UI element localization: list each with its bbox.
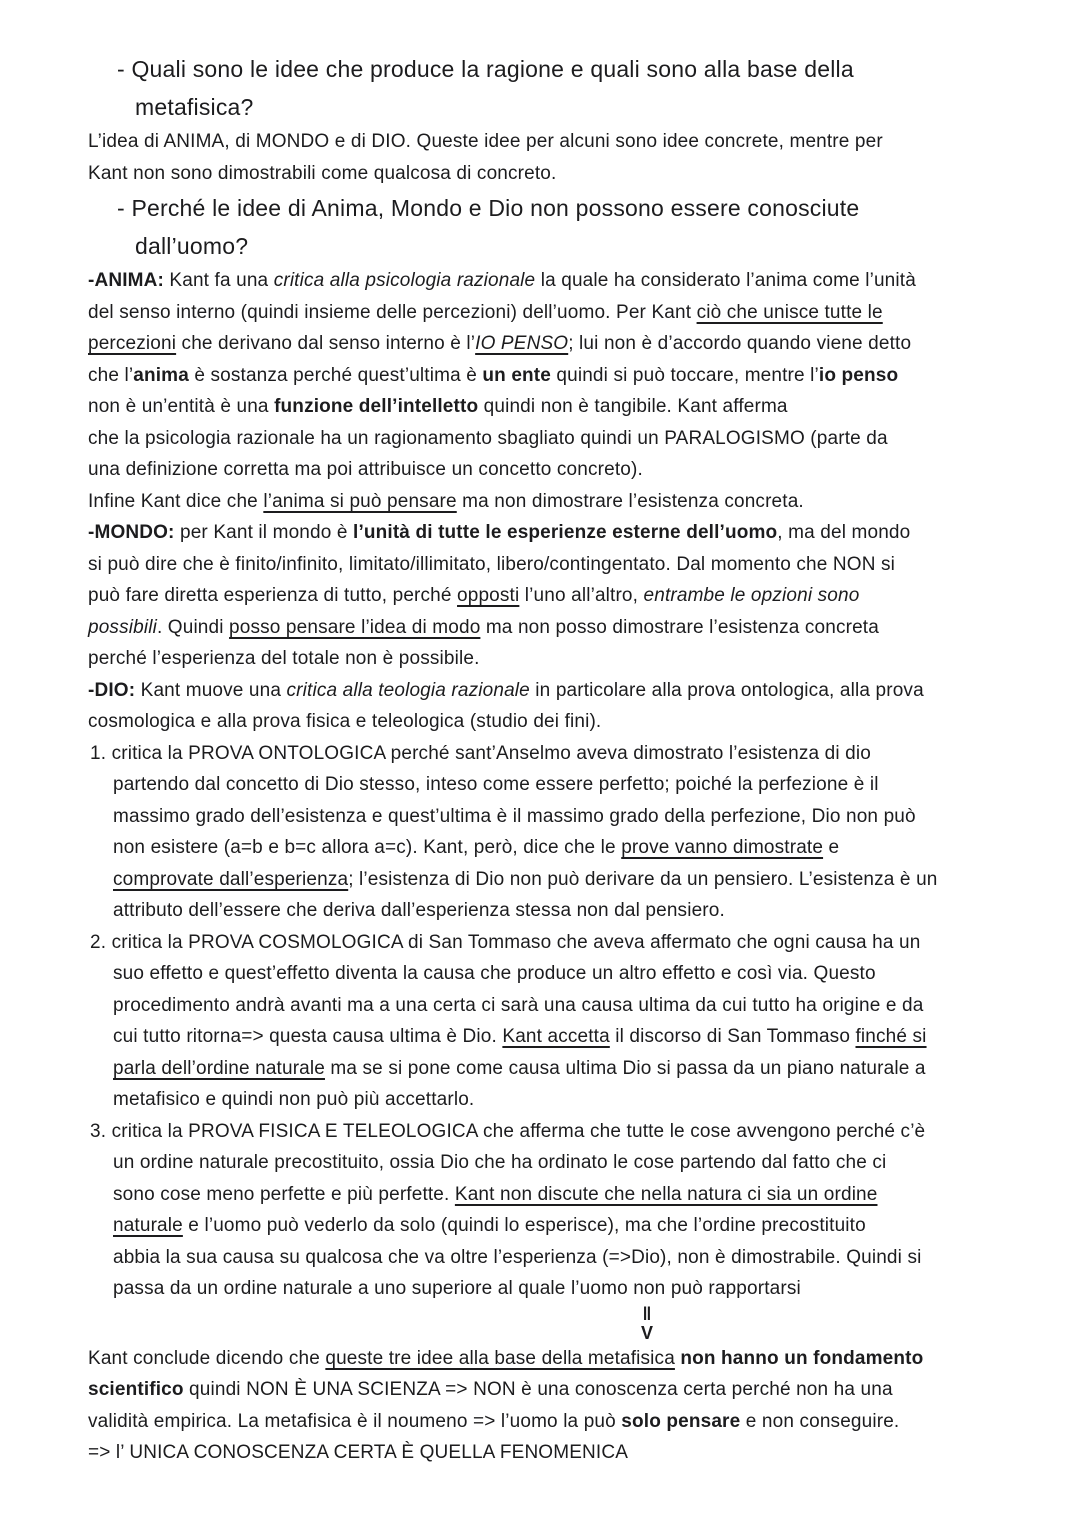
text-segment: non esistere (a=b e b=c allora a=c). Kant, però, dice che le bbox=[113, 837, 622, 858]
text-segment: Kant muove una bbox=[135, 679, 287, 701]
text-segment: 2. critica la PROVA COSMOLOGICA di San Tommaso che aveva affermato che ogni causa ha un bbox=[90, 931, 921, 953]
text-line bbox=[88, 360, 1042, 392]
text-segment: critica alla teologia razionale bbox=[286, 679, 530, 701]
text-line bbox=[88, 189, 1042, 227]
text-segment: massimo grado dell’esistenza e quest’ultima è il massimo grado della perfezione, Dio non può bbox=[113, 805, 916, 827]
text-line bbox=[88, 1116, 1042, 1148]
text-line bbox=[88, 1406, 1042, 1438]
text-segment: del senso interno (quindi insieme delle percezioni) dell’uomo. Per Kant bbox=[88, 301, 697, 323]
text-segment: metafisica? bbox=[135, 94, 254, 120]
text-segment: opposti bbox=[457, 585, 520, 606]
text-segment: l’uno all’altro, bbox=[519, 585, 644, 606]
text-line bbox=[88, 486, 1042, 518]
text-line bbox=[88, 1021, 1042, 1053]
question-heading-why-unknowable bbox=[88, 189, 1042, 265]
text-segment: passa da un ordine naturale a uno superiore al quale l’uomo non può rapportarsi bbox=[113, 1278, 801, 1299]
text-segment: un ente bbox=[482, 364, 551, 386]
text-line bbox=[88, 990, 1042, 1022]
text-segment: ; l’esistenza di Dio non può derivare da un pensiero. L’esistenza è un bbox=[348, 868, 938, 890]
text-segment: anima bbox=[133, 364, 189, 386]
text-segment: posso pensare l’idea di modo bbox=[229, 616, 481, 638]
text-segment: 3. critica la PROVA FISICA E TELEOLOGICA che afferma che tutte le cose avvengono perché c’è bbox=[90, 1120, 926, 1142]
text-segment: e bbox=[823, 837, 840, 858]
question-heading-ideas bbox=[88, 50, 1042, 126]
text-segment: Kant non sono dimostrabili come qualcosa di concreto. bbox=[88, 162, 557, 184]
text-line bbox=[88, 265, 1042, 297]
text-segment: in particolare alla prova ontologica, alla prova bbox=[529, 679, 924, 701]
text-segment: procedimento andrà avanti ma a una certa ci sarà una causa ultima da cui tutto ha origine e da bbox=[113, 994, 924, 1016]
text-segment: Kant conclude dicendo che bbox=[88, 1347, 326, 1369]
text-segment: L’idea di ANIMA, di MONDO e di DIO. Queste idee per alcuni sono idee concrete, mentre per bbox=[88, 131, 883, 152]
text-line bbox=[88, 391, 1042, 423]
text-line bbox=[88, 50, 1042, 88]
text-line bbox=[88, 895, 1042, 927]
text-segment: -ANIMA: bbox=[88, 270, 164, 291]
text-line bbox=[88, 1147, 1042, 1179]
text-segment: quindi NON È UNA SCIENZA => NON è una conoscenza certa perché non ha una bbox=[183, 1379, 893, 1400]
text-line bbox=[88, 454, 1042, 486]
text-segment: Infine Kant dice che bbox=[88, 490, 264, 512]
text-line bbox=[88, 1374, 1042, 1406]
text-line bbox=[88, 801, 1042, 833]
text-line bbox=[170, 1324, 1080, 1343]
text-segment: un ordine naturale precostituito, ossia Dio che ha ordinato le cose partendo dal fatto che ci bbox=[113, 1152, 887, 1173]
text-segment: 1. critica la PROVA ONTOLOGICA perché sant’Anselmo aveva dimostrato l’esistenza di dio bbox=[90, 742, 871, 764]
text-line bbox=[88, 1053, 1042, 1085]
text-segment: finché si bbox=[855, 1026, 927, 1047]
text-segment: queste tre idee alla base della metafisica bbox=[325, 1347, 675, 1369]
text-line bbox=[88, 1437, 1042, 1469]
text-segment: critica alla psicologia razionale bbox=[273, 270, 536, 291]
text-segment: non è un’entità è una bbox=[88, 396, 275, 417]
text-segment: abbia la sua causa su qualcosa che va oltre l’esperienza (=>Dio), non è dimostrabile. Quindi si bbox=[113, 1246, 922, 1268]
text-segment: , ma del mondo bbox=[777, 522, 911, 543]
paragraph-dio bbox=[88, 675, 1042, 738]
text-segment: solo pensare bbox=[621, 1410, 741, 1432]
text-line bbox=[170, 1305, 1080, 1324]
text-segment: ma se si pone come causa ultima Dio si passa da un piano naturale a bbox=[324, 1057, 926, 1079]
text-segment: io penso bbox=[818, 364, 899, 386]
text-segment: cui tutto ritorna=> questa causa ultima è Dio. bbox=[113, 1026, 503, 1047]
text-segment: percezioni bbox=[88, 333, 177, 354]
text-line bbox=[88, 927, 1042, 959]
text-segment: che la psicologia razionale ha un ragionamento sbagliato quindi un PARALOGISMO (parte da bbox=[88, 427, 888, 449]
text-line bbox=[88, 832, 1042, 864]
text-segment: e l’uomo può vederlo da solo (quindi lo esperisce), ma che l’ordine precostituito bbox=[182, 1215, 866, 1236]
text-segment: partendo dal concetto di Dio stesso, inteso come essere perfetto; poiché la perfezione è il bbox=[113, 774, 879, 795]
text-segment: entrambe le opzioni sono bbox=[643, 585, 860, 606]
text-segment: per Kant il mondo è bbox=[174, 522, 354, 543]
answer-ideas bbox=[88, 126, 1042, 189]
text-segment: quindi si può toccare, mentre l’ bbox=[550, 364, 819, 386]
text-line bbox=[88, 328, 1042, 360]
text-line bbox=[88, 1084, 1042, 1116]
text-line bbox=[88, 864, 1042, 896]
text-segment: una definizione corretta ma poi attribuisce un concetto concreto). bbox=[88, 459, 643, 480]
text-line bbox=[88, 297, 1042, 329]
text-segment: e non conseguire. bbox=[740, 1410, 900, 1432]
text-segment: comprovate dall’esperienza bbox=[113, 868, 349, 890]
text-line bbox=[88, 738, 1042, 770]
text-line bbox=[88, 769, 1042, 801]
text-segment: ma non dimostrare l’esistenza concreta. bbox=[456, 490, 804, 512]
text-segment: prove vanno dimostrate bbox=[621, 837, 824, 858]
text-line bbox=[88, 1242, 1042, 1274]
text-segment: si può dire che è finito/infinito, limitato/illimitato, libero/contingentato. Dal momento che NON si bbox=[88, 553, 896, 575]
text-segment: sono cose meno perfette e più perfette. bbox=[113, 1183, 455, 1205]
text-line bbox=[88, 549, 1042, 581]
text-segment: ‖ bbox=[642, 1303, 652, 1324]
text-line bbox=[88, 1179, 1042, 1211]
text-segment: cosmologica e alla prova fisica e teleologica (studio dei fini). bbox=[88, 711, 602, 732]
list-item-prova-cosmologica bbox=[88, 927, 1042, 1116]
text-segment: parla dell’ordine naturale bbox=[113, 1057, 325, 1079]
text-segment: -MONDO: bbox=[88, 522, 175, 543]
text-segment: ciò che unisce tutte le bbox=[696, 301, 883, 323]
text-segment: V bbox=[640, 1322, 653, 1343]
text-segment: metafisico e quindi non può più accettarlo. bbox=[113, 1089, 475, 1110]
text-segment: naturale bbox=[113, 1215, 183, 1236]
text-line bbox=[88, 643, 1042, 675]
text-segment: l’unità di tutte le esperienze esterne dell’uomo bbox=[353, 522, 778, 543]
text-segment: ma non posso dimostrare l’esistenza concreta bbox=[480, 616, 879, 638]
text-segment: l’anima si può pensare bbox=[263, 490, 457, 512]
text-segment: validità empirica. La metafisica è il noumeno => l’uomo la può bbox=[88, 1410, 622, 1432]
text-segment: non hanno un fondamento bbox=[680, 1347, 924, 1369]
text-segment: - Perché le idee di Anima, Mondo e Dio non possono essere conosciute bbox=[117, 195, 860, 221]
text-line bbox=[88, 88, 1042, 126]
text-segment: => l’ UNICA CONOSCENZA CERTA È QUELLA FENOMENICA bbox=[88, 1442, 629, 1463]
text-segment: -DIO: bbox=[88, 679, 136, 701]
text-segment: possibili bbox=[88, 616, 157, 638]
text-line bbox=[88, 227, 1042, 265]
paragraph-conclusion bbox=[88, 1343, 1042, 1469]
text-segment: funzione dell’intelletto bbox=[274, 396, 479, 417]
text-line bbox=[88, 1210, 1042, 1242]
list-item-prova-ontologica bbox=[88, 738, 1042, 927]
text-segment: Kant non discute che nella natura ci sia un ordine bbox=[454, 1183, 878, 1205]
text-segment: scientifico bbox=[88, 1379, 184, 1400]
paragraph-mondo bbox=[88, 517, 1042, 675]
text-line bbox=[88, 580, 1042, 612]
text-line bbox=[88, 706, 1042, 738]
text-line bbox=[88, 1273, 1042, 1305]
text-segment: suo effetto e quest’effetto diventa la causa che produce un altro effetto e così via. Questo bbox=[113, 963, 876, 984]
text-line bbox=[88, 958, 1042, 990]
text-segment: quindi non è tangibile. Kant afferma bbox=[478, 396, 788, 417]
text-line bbox=[88, 1343, 1042, 1375]
document bbox=[88, 50, 1042, 1469]
text-segment: - Quali sono le idee che produce la ragione e quali sono alla base della bbox=[117, 56, 854, 82]
text-line bbox=[88, 612, 1042, 644]
text-segment: Kant fa una bbox=[163, 270, 274, 291]
text-segment: può fare diretta esperienza di tutto, perché bbox=[88, 585, 458, 606]
list-item-prova-fisica-teleologica bbox=[88, 1116, 1042, 1305]
text-segment: la quale ha considerato l’anima come l’unità bbox=[535, 270, 916, 291]
text-segment: IO PENSO bbox=[475, 333, 569, 354]
paragraph-anima bbox=[88, 265, 1042, 517]
text-segment: dall’uomo? bbox=[135, 233, 249, 259]
text-line bbox=[88, 517, 1042, 549]
text-segment: che derivano dal senso interno è l’ bbox=[176, 333, 476, 354]
down-arrow-symbol bbox=[170, 1305, 1080, 1343]
text-segment: Kant accetta bbox=[502, 1026, 610, 1047]
text-line bbox=[88, 126, 1042, 158]
text-line bbox=[88, 423, 1042, 455]
text-segment: perché l’esperienza del totale non è possibile. bbox=[88, 648, 480, 669]
text-segment: che l’ bbox=[88, 364, 134, 386]
text-segment: il discorso di San Tommaso bbox=[609, 1026, 856, 1047]
text-line bbox=[88, 158, 1042, 190]
text-segment: . Quindi bbox=[156, 616, 230, 638]
text-segment: attributo dell’essere che deriva dall’esperienza stessa non dal pensiero. bbox=[113, 900, 725, 921]
text-segment: è sostanza perché quest’ultima è bbox=[188, 364, 483, 386]
text-segment: ; lui non è d’accordo quando viene detto bbox=[568, 333, 912, 354]
text-line bbox=[88, 675, 1042, 707]
